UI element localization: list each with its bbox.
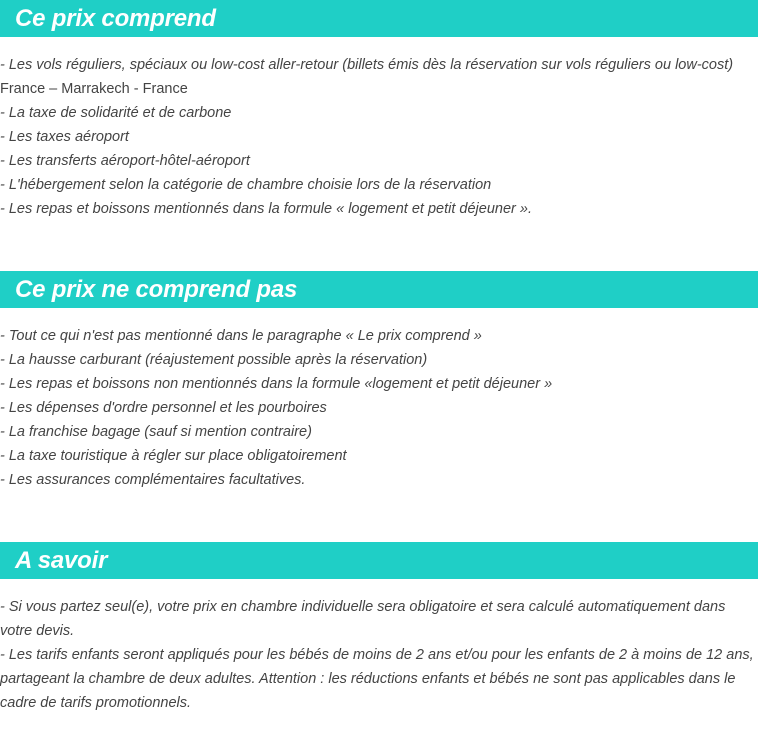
section-title-not-included: Ce prix ne comprend pas (15, 275, 298, 303)
good-to-know-text (0, 595, 756, 715)
list-item: - Les assurances complémentaires facultatives. (0, 472, 306, 488)
info-paragraph: - Si vous partez seul(e), votre prix en chambre individuelle sera obligatoire et sera calculé automatiquement dans votre devis. (0, 599, 726, 639)
list-item: - L'hébergement selon la catégorie de chambre choisie lors de la réservation (0, 177, 492, 193)
section-header-not-included (0, 271, 758, 308)
list-item: - Les vols réguliers, spéciaux ou low-cost aller-retour (billets émis dès la réservation sur vols réguliers ou low-cost) (0, 57, 734, 73)
included-list (0, 53, 756, 221)
list-item: - Les repas et boissons mentionnés dans la formule « logement et petit déjeuner ». (0, 201, 532, 217)
list-item: - Les taxes aéroport (0, 129, 129, 145)
list-item: - Les dépenses d'ordre personnel et les pourboires (0, 400, 327, 416)
list-item: - La franchise bagage (sauf si mention contraire) (0, 424, 312, 440)
info-paragraph: - Les tarifs enfants seront appliqués pour les bébés de moins de 2 ans et/ou pour les enfants de 2 à moins de 12 ans, partageant la chambre de deux adultes. Attention : les réductions enfants et bébés ne sont pas applicables dans le cadre de tarifs promotionnels. (0, 647, 754, 711)
not-included-list (0, 324, 756, 492)
list-item: - Les repas et boissons non mentionnés dans la formule «logement et petit déjeuner » (0, 376, 553, 392)
section-header-included (0, 0, 758, 37)
list-item: - Les transferts aéroport-hôtel-aéroport (0, 153, 250, 169)
list-item: - La taxe touristique à régler sur place obligatoirement (0, 448, 347, 464)
list-item: - Tout ce qui n'est pas mentionné dans le paragraphe « Le prix comprend » (0, 328, 482, 344)
list-item: - La hausse carburant (réajustement possible après la réservation) (0, 352, 428, 368)
section-title-good-to-know: A savoir (15, 546, 108, 574)
list-item: - La taxe de solidarité et de carbone (0, 105, 232, 121)
list-item: France – Marrakech - France (0, 81, 188, 97)
section-title-included: Ce prix comprend (15, 4, 216, 32)
section-header-good-to-know (0, 542, 758, 579)
